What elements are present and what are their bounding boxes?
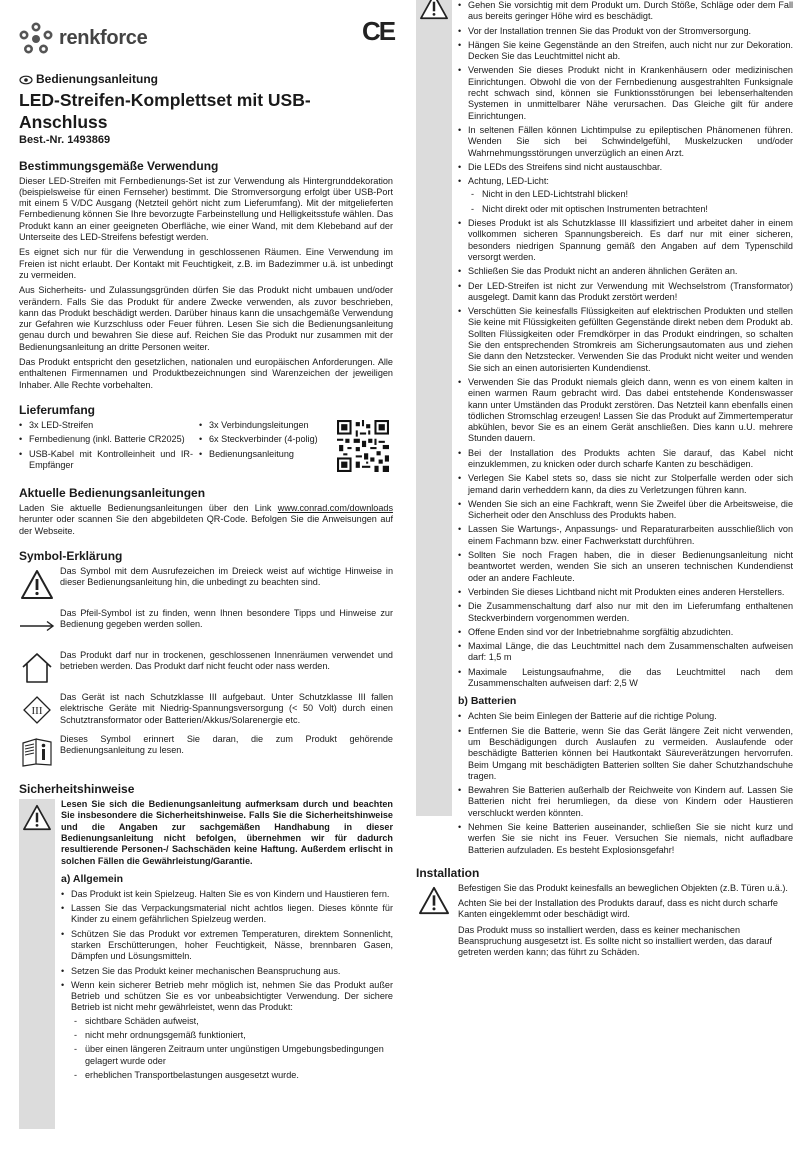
installation-paragraph: Befestigen Sie das Produkt keinesfalls an beweglichen Objekten (z.B. Türen u.ä.). (458, 882, 788, 893)
symbol-row-class-iii (19, 692, 393, 728)
list-item: • Die Zusammenschaltung darf also nur mit den im Lieferumfang enthaltenen Steckverbindern vorgenommen werden. (458, 601, 793, 624)
list-item: • Dieses Produkt ist als Schutzklasse III klassifiziert und arbeitet daher in einem vollkommen sicheren Spannungsbereich. Es darf nur mit einer sicheren, besonders niedrigen Spannung gemäß den Angaben auf dem Typenschild versorgt werden. (458, 218, 793, 263)
current-manuals-heading: Aktuelle Bedienungsanleitungen (19, 486, 206, 501)
general-list-continued (458, 0, 793, 689)
intended-use-paragraph: Dieser LED-Streifen mit Fernbedienungs-Set ist zur Verwendung als Hintergrunddekoration (beispielsweise für einen Fernseher) bestimmt. Die Stromversorgung erfolgt über USB-Port mit einem 5 V/DC Ausgang (Netzteil gehört nicht zum Lieferumfang). Mit der mitgelieferten Fernbedienung können Sie Ihre bevorzugte Farbeinstellung und Helligkeitsstufe wählen. Das Produkt kann an einer geeigneten Oberfläche, wie einer Wand, mit dem Klebeband auf der Unterseite des LED-Streifens befestigt werden. (19, 175, 393, 243)
batteries-list (458, 711, 793, 856)
sub-list-item: - erheblichen Transportbelastungen ausgesetzt wurde. (71, 1070, 393, 1081)
sub-list-item: - Nicht direkt oder mit optischen Instrumenten betrachten! (468, 204, 793, 215)
house-icon (19, 650, 55, 686)
qr-code-icon[interactable] (337, 420, 389, 472)
list-item: • Schützen Sie das Produkt vor extremen Temperaturen, direktem Sonnenlicht, starken Erschütterungen, hoher Feuchtigkeit, Nässe, brennbaren Gasen, Dämpfen und Lösungsmitteln. (61, 929, 393, 963)
article-number: Best.-Nr. 1493869 (19, 134, 111, 147)
led-warning-text: Achtung, LED-Licht: (468, 176, 549, 187)
list-item: • Die LEDs des Streifens sind nicht austauschbar. (458, 162, 793, 173)
downloads-link[interactable]: www.conrad.com/downloads (277, 503, 393, 514)
installation-text (458, 883, 793, 963)
symbol-description: Dieses Symbol erinnert Sie daran, die zum Produkt gehörende Bedienungsanleitung zu lesen. (60, 734, 393, 756)
sub-list-item: - Nicht in den LED-Lichtstrahl blicken! (468, 189, 793, 200)
right-column (416, 0, 793, 963)
scope-list-2 (199, 420, 323, 474)
list-item: • Entfernen Sie die Batterie, wenn Sie das Gerät längere Zeit nicht verwenden, um Beschädigungen durch Auslaufen zu vermeiden. Auslaufende oder beschädigte Batterien können bei Hautkontakt Säureverätzungen hervorrufen. Beim Umgang mit beschädigten Batterien sollten Sie daher Schutzhandschuhe tragen. (458, 726, 793, 782)
arrow-icon (19, 608, 55, 644)
list-item: • Wenden Sie sich an eine Fachkraft, wenn Sie Zweifel über die Arbeitsweise, die Sicherheit oder den Anschluss des Produkts haben. (458, 499, 793, 522)
current-manuals-text (19, 503, 393, 537)
list-item: • Achten Sie beim Einlegen der Batterie auf die richtige Polung. (458, 711, 793, 722)
list-item: • Fernbedienung (inkl. Batterie CR2025) (19, 434, 193, 445)
list-item: • USB-Kabel mit Kontrolleinheit und IR-Empfänger (19, 449, 193, 472)
safety-section (19, 799, 393, 1081)
symbol-row-arrow (19, 608, 393, 644)
general-heading: a) Allgemein (61, 872, 124, 885)
safety-section-continued (416, 0, 793, 856)
safety-side-bar (416, 0, 452, 816)
intended-use-paragraph: Das Produkt entspricht den gesetzlichen, nationalen und europäischen Anforderungen. Alle enthaltenen Firmennamen und Produktbezeichnungen sind Warenzeichen der jeweiligen Inhaber. Alle Rechte vorbehalten. (19, 357, 393, 390)
list-item: • Hängen Sie keine Gegenstände an den Streifen, auch nicht nur zur Dekoration. Decken Sie das Leuchtmittel nicht ab. (458, 40, 793, 63)
list-item: • Verlegen Sie Kabel stets so, dass sie nicht zur Stolperfalle werden oder sich jemand darin verheddern kann, da dies zu Verletzungen führen kann. (458, 473, 793, 496)
safety-side-bar (19, 799, 55, 1129)
left-column (19, 16, 395, 1084)
sub-list-item: - nicht mehr ordnungsgemäß funktioniert, (71, 1030, 393, 1041)
manual-book-icon (19, 734, 55, 770)
safety-intro: Lesen Sie sich die Bedienungsanleitung aufmerksam durch und beachten Sie insbesondere die Sicherheitshinweise. Falls Sie die Sicherheitshinweise und die Angaben zur sachgemäßen Handhabung in dieser Bedienungsanleitung nicht befolgen, übernehmen wir für dadurch resultierende Personen-/ Sachschäden keine Haftung. Außerdem erlischt in solchen Fällen die Gewährleistung/Garantie. (61, 799, 393, 866)
manual-label-text: Bedienungsanleitung (36, 72, 159, 86)
list-item: • 6x Steckverbinder (4-polig) (199, 434, 323, 445)
list-item: • Verwenden Sie das Produkt niemals gleich dann, wenn es von einem kalten in einen warmen Raum gebracht wird. Das dabei entstehende Kondenswasser kann unter Umständen das Produkt zerstören. Das Netzteil kann ebenfalls einen tödlichen Stromschlag erzeugen! Lassen Sie das Produkt auf Zimmertemperatur abkühlen, bevor Sie es an einem Gerät anschließen. Dies kann u.U. mehrere Stunden dauern. (458, 377, 793, 445)
safety-heading: Sicherheitshinweise (19, 782, 135, 797)
list-item (61, 980, 393, 1081)
manual-label (19, 74, 393, 85)
sub-list-item: - über einen längeren Zeitraum unter ungünstigen Umgebungsbedingungen gelagert wurde oder (71, 1044, 393, 1067)
eye-icon (19, 75, 33, 85)
list-item: • Verbinden Sie dieses Lichtband nicht mit Produkten eines anderen Herstellers. (458, 587, 793, 598)
unsafe-sub-list (71, 1016, 393, 1081)
list-item: • 3x Verbindungsleitungen (199, 420, 323, 431)
symbol-row-manual (19, 734, 393, 770)
sub-list-item: - sichtbare Schäden aufweist, (71, 1016, 393, 1027)
current-manuals-text-after: herunter oder scannen Sie den abgebildeten QR-Code. Befolgen Sie die Anweisungen auf der Webseite. (19, 514, 393, 536)
unsafe-operation-text: Wenn kein sicherer Betrieb mehr möglich ist, nehmen Sie das Produkt außer Betrieb und schützen Sie es vor unbeabsichtigter Verwendung. Der sichere Betrieb ist nicht mehr gewährleistet, wenn das Produkt: (71, 979, 393, 1013)
list-item: • In seltenen Fällen können Lichtimpulse zu epileptischen Phänomenen führen. Wenden Sie sich bei Schwindelgefühl, Muskelzucken und/oder Wahrnehmungsstörungen unverzüglich an einen Arzt. (458, 125, 793, 159)
symbol-description: Das Produkt darf nur in trockenen, geschlossenen Innenräumen verwendet und betrieben werden. Das Produkt darf nicht feucht oder nass werden. (60, 650, 393, 672)
list-item: • Der LED-Streifen ist nicht zur Verwendung mit Wechselstrom (Transformator) ausgelegt. Damit kann das Produkt zerstört werden! (458, 281, 793, 304)
list-item: • Nehmen Sie keine Batterien auseinander, schließen Sie sie nicht kurz und werfen Sie sie nicht ins Feuer. Versuchen Sie niemals, nicht aufladbare Batterien aufzuladen. Es besteht Explosionsgefahr! (458, 822, 793, 856)
list-item: • Lassen Sie Wartungs-, Anpassungs- und Reparaturarbeiten ausschließlich von einem Fachmann bzw. einer Fachwerkstatt durchführen. (458, 524, 793, 547)
list-item: • Verschütten Sie keinesfalls Flüssigkeiten auf elektrischen Produkten und stellen Sie keine mit Flüssigkeiten gefüllten Gegenstände direkt neben dem Produkt ab. Sollten Flüssigkeiten oder Fremdkörper in das Produkt eindringen, so schalten Sie den entsprechenden Stromkreis am Sicherungsautomaten aus und ziehen Sie dann den Netzstecker. Verwenden Sie das Produkt nicht weiter und wenden Sie sich an einen autorisierten Kundendienst. (458, 306, 793, 374)
symbols-heading: Symbol-Erklärung (19, 549, 123, 564)
list-item: • Maximal Länge, die das Leuchtmittel nach dem Zusammenschalten aufweisen darf: 1,5 m (458, 641, 793, 664)
warning-triangle-icon (416, 883, 452, 919)
list-item: • 3x LED-Streifen (19, 420, 193, 431)
brand-logo (19, 16, 395, 58)
batteries-heading: b) Batterien (458, 695, 517, 708)
scope-heading: Lieferumfang (19, 402, 96, 417)
list-item: • Bei der Installation des Produkts achten Sie darauf, das Kabel nicht einzuklemmen, zu knicken oder durch scharfe Kanten zu beschädigen. (458, 448, 793, 471)
list-item: • Offene Enden sind vor der Inbetriebnahme sorgfältig abzudichten. (458, 627, 793, 638)
scope-of-delivery (19, 420, 393, 474)
intended-use-paragraph: Es eignet sich nur für die Verwendung in geschlossenen Räumen. Eine Verwendung im Freien ist nicht erlaubt. Der Kontakt mit Feuchtigkeit, z.B. im Badezimmer u.ä. ist unbedingt zu vermeiden. (19, 247, 393, 280)
list-item: • Maximale Leistungsaufnahme, die das Leuchtmittel nach dem Zusammenschalten aufweisen darf: 2,5 W (458, 667, 793, 690)
document-title: LED-Streifen-Komplettset mit USB-Anschluss (19, 90, 311, 133)
warning-triangle-icon (416, 0, 452, 24)
list-item: • Bewahren Sie Batterien außerhalb der Reichweite von Kindern auf. Lassen Sie Batterien nicht frei herumliegen, da diese von Kindern oder Haustieren verschluckt werden könnten. (458, 785, 793, 819)
warning-triangle-icon (19, 799, 55, 835)
installation-heading: Installation (416, 865, 480, 880)
list-item (458, 176, 793, 215)
led-sub-list (468, 189, 793, 215)
list-item: • Das Produkt ist kein Spielzeug. Halten Sie es von Kindern und Haustieren fern. (61, 889, 393, 900)
list-item: • Sollten Sie noch Fragen haben, die in dieser Bedienungsanleitung nicht beantwortet werden, wenden Sie sich an unseren technischen Kundendienst oder an andere Fachleute. (458, 550, 793, 584)
symbol-description: Das Symbol mit dem Ausrufezeichen im Dreieck weist auf wichtige Hinweise in dieser Bedienungsanleitung hin, die unbedingt zu beachten sind. (60, 566, 393, 588)
list-item: • Setzen Sie das Produkt keiner mechanischen Beanspruchung aus. (61, 966, 393, 977)
installation-paragraph: Das Produkt muss so installiert werden, dass es keiner mechanischen Beanspruchung ausgesetzt ist. Es sollte nicht so installiert werden, das darauf getreten werden kann; das führt zu Schäden. (458, 924, 772, 958)
brand-name: renkforce (59, 27, 148, 50)
list-item: • Lassen Sie das Verpackungsmaterial nicht achtlos liegen. Dieses könnte für Kinder zu einem gefährlichen Spielzeug werden. (61, 903, 393, 926)
scope-list-1 (19, 420, 193, 474)
installation-paragraph: Achten Sie bei der Installation des Produkts darauf, dass es nicht durch scharfe Kanten eingeklemmt oder beschädigt wird. (458, 898, 778, 920)
current-manuals-text-before: Laden Sie aktuelle Bedienungsanleitungen über den Link (19, 503, 278, 514)
list-item: • Vor der Installation trennen Sie das Produkt von der Stromversorgung. (458, 26, 793, 37)
symbol-row-house (19, 650, 393, 686)
ce-mark: CE (362, 16, 395, 46)
installation-section (416, 883, 793, 963)
class-iii-label: III (31, 705, 43, 718)
list-item: • Schließen Sie das Produkt nicht an anderen ähnlichen Geräten an. (458, 266, 793, 277)
renkforce-logo-icon (19, 22, 53, 56)
symbol-description: Das Pfeil-Symbol ist zu finden, wenn Ihnen besondere Tipps und Hinweise zur Bedienung gegeben werden sollen. (60, 608, 393, 630)
list-item: • Verwenden Sie dieses Produkt nicht in Krankenhäusern oder medizinischen Einrichtungen. Obwohl die von der Fernbedienung ausgestrahlten Funksignale recht schwach sind, können sie Funktionsstörungen bei lebenserhaltenden Systemen in unmittelbarer Nähe verursachen. Das Gleiche gilt für andere Einrichtungen. (458, 65, 793, 121)
warning-triangle-icon (19, 566, 55, 602)
list-item: • Gehen Sie vorsichtig mit dem Produkt um. Durch Stöße, Schläge oder dem Fall aus bereits geringer Höhe wird es beschädigt. (458, 0, 793, 23)
general-list (61, 889, 393, 1081)
symbol-description: Das Gerät ist nach Schutzklasse III aufgebaut. Unter Schutzklasse III fallen elektrische Geräte mit Niedrig-Spannungsversorgung (< 50 Volt) durch einen Schutztransformator oder Batterien/Akkus/Solarenergie etc. (60, 692, 393, 725)
intended-use-heading: Bestimmungsgemäße Verwendung (19, 158, 219, 173)
protection-class-iii-icon (19, 692, 55, 728)
intended-use-paragraph: Aus Sicherheits- und Zulassungsgründen dürfen Sie das Produkt nicht umbauen und/oder verändern. Falls Sie das Produkt für andere Zwecke verwenden, als zuvor beschrieben, kann das Produkt beschädigt werden. Darüber hinaus kann die unsachgemäße Verwendung zur Gefahren wie Kurzschluss oder Feuer führen. Lesen Sie sich die Bedienungsanleitung genau durch und bewahren Sie diese auf. Reichen Sie das Produkt nur zusammen mit der Bedienungsanleitung an dritte Personen weiter. (19, 285, 393, 352)
list-item: • Bedienungsanleitung (199, 449, 323, 460)
symbol-row-warning (19, 566, 393, 602)
